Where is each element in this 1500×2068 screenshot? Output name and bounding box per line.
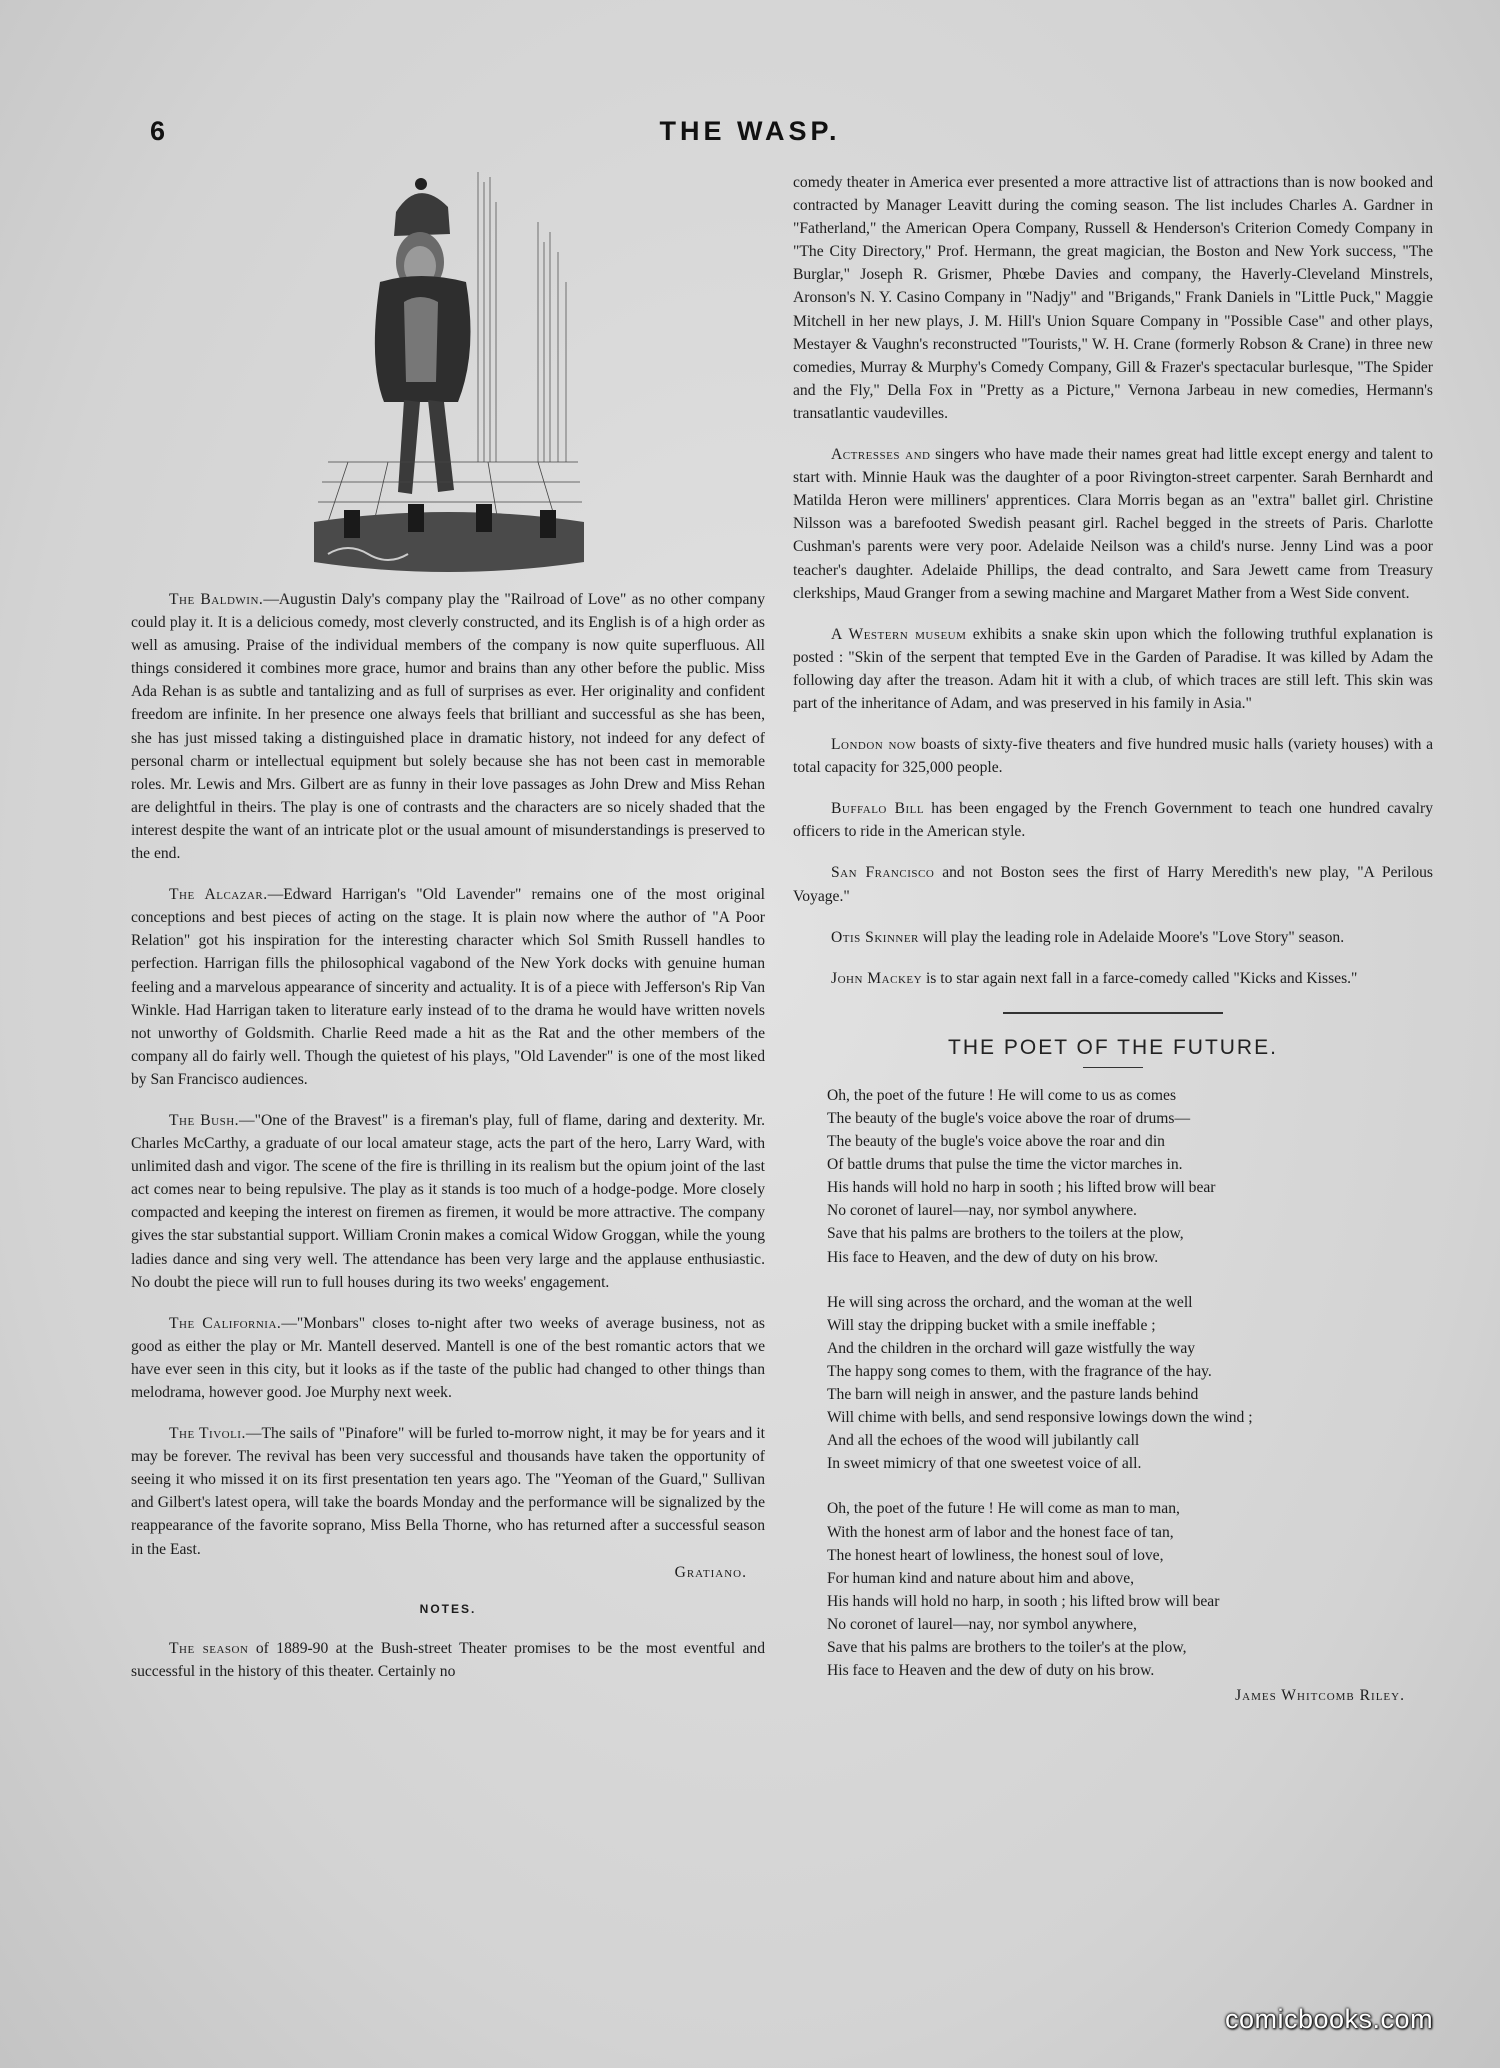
poem-line: In sweet mimicry of that one sweetest voice of all. (827, 1455, 1142, 1473)
article-bush: The Bush.—"One of the Bravest" is a fireman's play, full of flame, daring and dexterity. Mr. Charles McCarthy, a graduate of our local amateur stage, acts the part of the hero, Larry Ward, with unlimited dash and vigor. The scene of the fire is thrilling in its realism but the opium joint of the last act comes near to being repulsive. The play as it stands is too much of a hodge-podge. More closely compacted and keeping the interest on firemen as firemen, it would be more attractive. The company gives the star substantial support. William Cronin makes a comical Widow Groggan, while the young ladies dance and sing very well. The attendance has been very large and the applause enthusiastic. No doubt the piece will run to full houses during its two weeks' engagement. (131, 1111, 765, 1291)
page-number: 6 (150, 116, 166, 146)
article-continuation: comedy theater in America ever presented a more attractive list of attractions than is now booked and contracted by Manager Leavitt during the coming season. The list includes Charles A. Gardner in "Fatherland," the American Opera Company, Russell & Henderson's Criterion Comedy Company in "The City Directory," Prof. Hermann, the great magician, the Boston and New York success, "The Burglar," Joseph R. Grismer, Phœbe Davies and company, the Haverly-Cleveland Minstrels, Aronson's N. Y. Casino Company in "Nadjy" and "Brigands," Frank Daniels in "Little Puck," Maggie Mitchell in her new plays, J. M. Hill's Union Square Company in "Possible Case" and other plays, Mestayer & Vaughn's reconstructed "Tourists," W. H. Crane (formerly Robson & Crane) in three new comedies, Murray & Murphy's Comedy Company, Gill & Frazer's spectacular burlesque, "The Spider and the Fly," Della Fox in "Pretty as a Picture," Vernona Jarbeau in new comedies, Hermann's transatlantic vaudevilles. (793, 174, 1433, 422)
poem-line: No coronet of laurel—nay, nor symbol anywhere. (827, 1202, 1137, 1220)
note-san-francisco: San Francisco and not Boston sees the first of Harry Meredith's new play, "A Perilous Voyage." (793, 864, 1433, 905)
poem-line: For human kind and nature about him and above, (827, 1569, 1135, 1587)
article-california: The California.—"Monbars" closes to-night after two weeks of average business, not as good as either the play or Mr. Mantell deserved. Mantell is one of the best romantic actors that we have ever seen in this city, but it looks as if the taste of the public had changed to other things than melodrama, however good. Joe Murphy next week. (131, 1314, 765, 1401)
right-column (793, 171, 1433, 1707)
poem-stanza (827, 1291, 1433, 1476)
note-western-museum: A Western museum exhibits a snake skin upon which the following truthful explanation is posted : "Skin of the serpent that tempted Eve in the Garden of Paradise. It was killed by Adam the following day after the treason. Adam hit it with a club, of which traces are still left. This skin was part of the inheritance of Adam, and was preserved in his family in Asia." (793, 625, 1433, 712)
note-buffalo-bill: Buffalo Bill has been engaged by the French Government to teach one hundred cavalry officers to ride in the American style. (793, 800, 1433, 841)
poem-line: The beauty of the bugle's voice above the roar and din (827, 1133, 1165, 1151)
poem-stanza (827, 1084, 1433, 1269)
note-actresses: Actresses and singers who have made their names great had little except energy and talent to start with. Minnie Hauk was the daughter of a poor Rivington-street carpenter. Sarah Bernhardt and Matilda Heron were milliners' apprentices. Clara Morris began as an "extra" ballet girl. Christine Nilsson was a barefooted Swedish peasant girl. Rachel begged in the streets of Paris. Charlotte Cushman's parents were very poor. Adelaide Neilson was a child's nurse. Jenny Lind was a poor teacher's daughter. Adelaide Phillips, the dead contralto, and Sara Jewett came from Treasury clerkships, Maud Granger from a sewing machine and Margaret Mather from a West Side convent. (793, 446, 1433, 602)
poem-line: His face to Heaven and the dew of duty on his brow. (827, 1662, 1155, 1680)
poem-author: James Whitcomb Riley. (1235, 1687, 1405, 1705)
poem-line: The honest heart of lowliness, the honest soul of love, (827, 1546, 1164, 1564)
poem-line: Of battle drums that pulse the time the victor marches in. (827, 1156, 1183, 1174)
poem-line: No coronet of laurel—nay, nor symbol anywhere, (827, 1615, 1137, 1633)
poem-line: Save that his palms are brothers to the toilers at the plow, (827, 1225, 1184, 1243)
section-divider (1003, 1012, 1223, 1014)
poem-line: He will sing across the orchard, and the woman at the well (827, 1293, 1193, 1311)
article-signature: Gratiano. (674, 1563, 747, 1581)
poem-line: The barn will neigh in answer, and the pasture lands behind (827, 1386, 1199, 1404)
poem-line: And all the echoes of the wood will jubilantly call (827, 1432, 1140, 1450)
poem-line: Oh, the poet of the future ! He will come as man to man, (827, 1500, 1180, 1518)
masthead-title: THE WASP. (659, 116, 841, 146)
article-season: The season of 1889-90 at the Bush-street Theater promises to be the most eventful and successful in the history of this theater. Certainly no (131, 1639, 765, 1680)
poem-stanza (827, 1497, 1433, 1682)
poem-line: With the honest arm of labor and the honest face of tan, (827, 1523, 1174, 1541)
poem-line: Oh, the poet of the future ! He will come to us as comes (827, 1086, 1177, 1104)
poem-line: His face to Heaven, and the dew of duty on his brow. (827, 1248, 1159, 1266)
poem-line: The happy song comes to them, with the fragrance of the hay. (827, 1362, 1212, 1380)
note-otis-skinner: Otis Skinner will play the leading role in Adelaide Moore's "Love Story" season. (831, 928, 1345, 946)
article-alcazar: The Alcazar.—Edward Harrigan's "Old Lavender" remains one of the most original conceptions and best pieces of acting on the stage. It is plain now where the author of "A Poor Relation" got his inspiration for the interesting character which Sol Smith Russell handles to perfection. Harrigan fills the philosophical vagabond of the New York docks with genuine human feeling and a marvelous appearance of sincerity and actuality. It is of a piece with Jefferson's Rip Van Winkle. Had Harrigan taken to literature early instead of to the drama he would have written novels not unworthy of Goldsmith. Charlie Reed made a hit as the Rat and the other members of the company all do fairly well. Though the quietest of his plays, "Old Lavender" is one of the most liked by San Francisco audiences. (131, 886, 765, 1088)
caricature-engraving-figure-icon (308, 162, 588, 582)
note-john-mackey: John Mackey is to star again next fall in a farce-comedy called "Kicks and Kisses." (831, 969, 1358, 987)
poem-title: THE POET OF THE FUTURE. (948, 1035, 1278, 1059)
article-tivoli: The Tivoli.—The sails of "Pinafore" will be furled to-morrow night, it may be for years and it may be forever. The revival has been very successful and thousands have taken the opportunity of seeing it who missed it on its first presentation ten years ago. The "Yeoman of the Guard," Sullivan and Gilbert's latest opera, will take the boards Monday and the performance will be signalized by the reappearance of the favorite soprano, Miss Bella Thorne, who has returned after a successful season in the East. (131, 1425, 765, 1558)
poem-line: Will stay the dripping bucket with a smile ineffable ; (827, 1316, 1156, 1334)
article-baldwin: The Baldwin.—Augustin Daly's company play the "Railroad of Love" as no other company could play it. It is a delicious comedy, most cleverly constructed, and its English is of a high order as well as amusing. Praise of the individual members of the company is now quite superfluous. All things considered it combines more grace, humor and brains than any other before the public. Miss Ada Rehan is as subtle and tantalizing and as full of surprises as ever. Her originality and confident freedom are infinite. In her presence one always feels that brilliant and successful as she has been, she has just missed taking a distinguished place in dramatic history, not indeed for any defect of personal charm or intellectual equipment but solely because she has not been cast in memorable roles. Mr. Lewis and Mrs. Gilbert are as funny in their love passages as John Drew and Miss Rehan are delightful in theirs. The play is one of contrasts and the characters are so nicely shaded that the interest despite the want of an intricate plot or the usual amount of misunderstandings is preserved to the end. (131, 591, 765, 863)
poem-line: Will chime with bells, and send responsive lowings down the wind ; (827, 1409, 1253, 1427)
watermark-logo: comicbooks.com (1225, 2004, 1434, 2034)
poem-body (793, 1084, 1433, 1707)
note-london: London now boasts of sixty-five theaters and five hundred music halls (variety houses) with a total capacity for 325,000 people. (793, 736, 1434, 777)
notes-heading: NOTES. (419, 1601, 477, 1616)
poem-line: And the children in the orchard will gaze wistfully the way (827, 1339, 1196, 1357)
poem-line: Save that his palms are brothers to the toiler's at the plow, (827, 1638, 1187, 1656)
left-column (131, 162, 765, 1683)
poem-line: The beauty of the bugle's voice above the roar of drums— (827, 1110, 1191, 1127)
title-underline (1083, 1067, 1143, 1068)
poem-line: His hands will hold no harp in sooth ; his lifted brow will bear (827, 1179, 1216, 1197)
poem-line: His hands will hold no harp, in sooth ; his lifted brow will bear (827, 1592, 1220, 1610)
